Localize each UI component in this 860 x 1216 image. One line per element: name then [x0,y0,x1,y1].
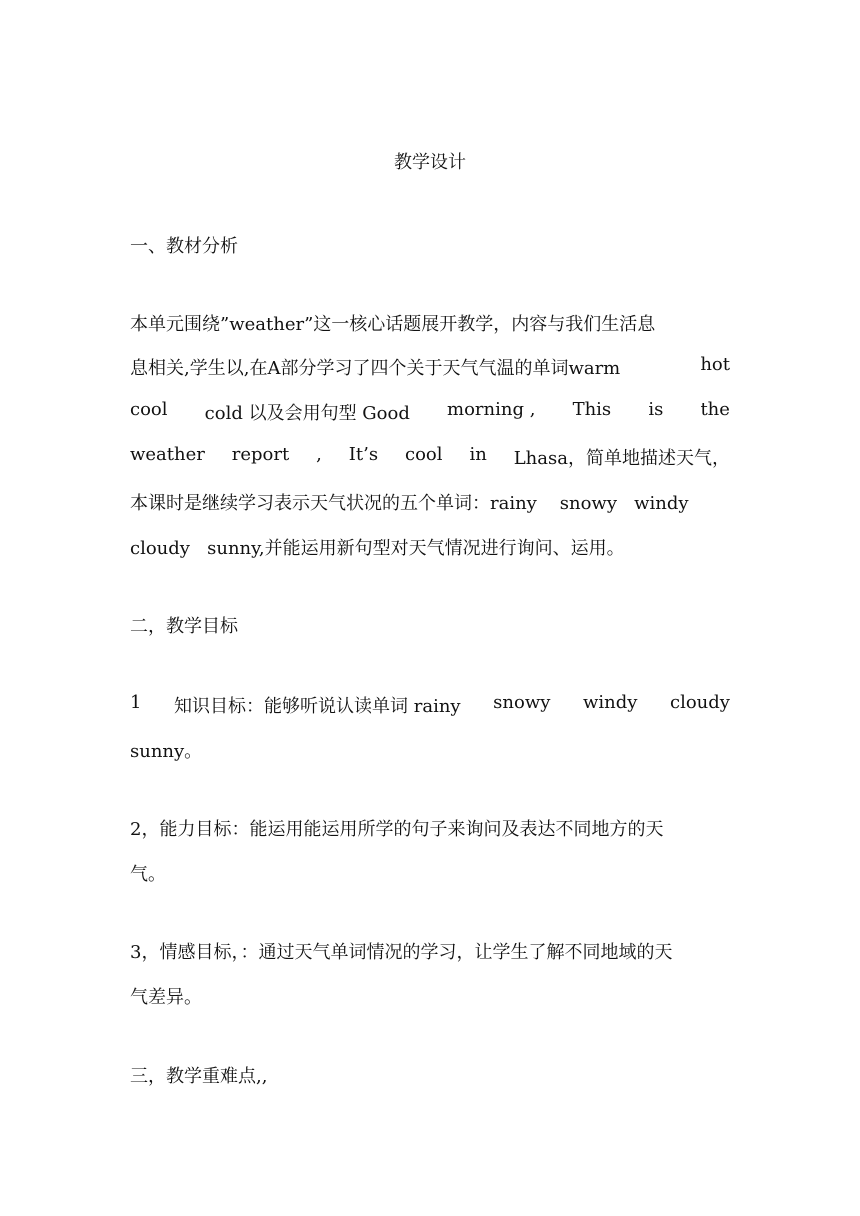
text-segment: weather [130,444,205,465]
text-segment: It’s [348,444,379,465]
text-segment: snowy [493,692,551,713]
paragraph-line [130,399,730,425]
text-segment: morning , [447,399,536,420]
paragraph-line: 本课时是继续学习表示天气状况的五个单词：rainy snowy windy [130,493,689,514]
paragraph-line [130,444,730,470]
text-segment: 1 [130,692,142,713]
paragraph-line: cloudy sunny,并能运用新句型对天气情况进行询问、运用。 [130,538,625,559]
paragraph-line [130,354,730,380]
paragraph-line [130,692,730,718]
text-segment: in [469,444,487,465]
text-segment: the [700,399,730,420]
paragraph-line: 2，能力目标：能运用能运用所学的句子来询问及表达不同地方的天 [130,819,664,840]
paragraph-line: 气差异。 [130,987,202,1008]
text-segment: is [648,399,664,420]
paragraph-line: 本单元围绕”weather”这一核心话题展开教学，内容与我们生活息 [130,314,656,335]
text-segment: windy [582,692,638,713]
document-title: 教学设计 [394,152,466,173]
text-segment: cold 以及会用句型 Good [204,403,410,424]
section-heading-goals: 二，教学目标 [130,616,238,637]
paragraph-line: 3，情感目标，：通过天气单词情况的学习，让学生了解不同地域的天 [130,942,673,963]
text-segment: , [316,444,322,465]
text-segment: 息相关,学生以,在A部分学习了四个关于天气气温的单词warm [130,358,621,379]
text-segment: This [572,399,612,420]
text-segment: report [231,444,290,465]
text-segment: Lhasa，简单地描述天气， [513,448,730,469]
paragraph-line: 气。 [130,864,166,885]
text-segment: hot [700,354,730,375]
section-heading-difficulties: 三，教学重难点,, [130,1066,268,1087]
text-segment: 知识目标：能够听说认读单词 rainy [174,696,461,717]
text-segment: cool [130,399,168,420]
text-segment: cloudy [669,692,730,713]
text-segment: cool [405,444,443,465]
paragraph-line: sunny。 [130,741,203,762]
section-heading-analysis: 一、教材分析 [130,236,238,257]
